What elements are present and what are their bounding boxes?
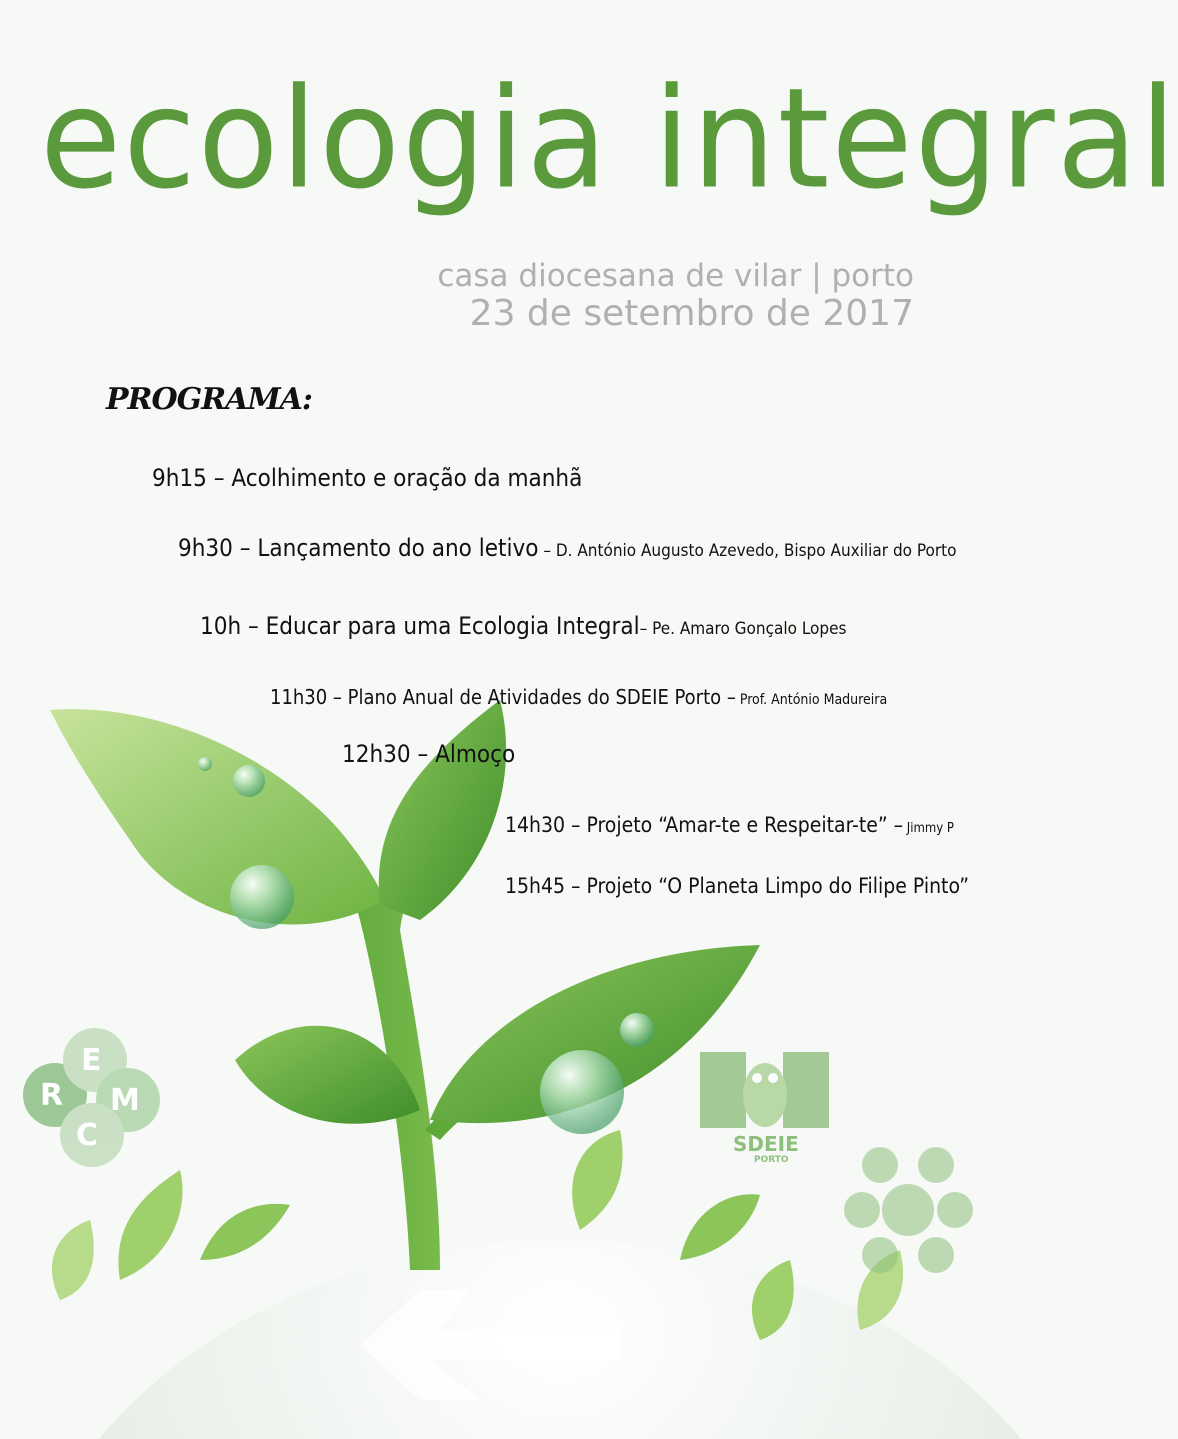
emrc-letter: M: [110, 1083, 140, 1118]
program-item: 12h30 – Almoço: [342, 740, 516, 768]
program-item: 15h45 – Projeto “O Planeta Limpo do Filipe Pinto”: [505, 874, 970, 898]
program-item: 9h15 – Acolhimento e oração da manhã: [152, 464, 583, 492]
sprout-left-1: [118, 1170, 182, 1280]
flower-seal-logo: [844, 1147, 973, 1273]
water-drop: [198, 757, 212, 771]
sdeie-city: PORTO: [754, 1155, 789, 1165]
leaf-big-left: [50, 709, 385, 924]
sprout-right-1: [572, 1130, 622, 1230]
venue-text: casa diocesana de vilar | porto: [437, 258, 914, 294]
date-text: 23 de setembro de 2017: [469, 293, 914, 334]
sprout-left-2: [52, 1220, 94, 1300]
program-item: 10h – Educar para uma Ecologia Integral– Pe. Amaro Gonçalo Lopes: [200, 612, 847, 640]
program-item: 14h30 – Projeto “Amar-te e Respeitar-te” – Jimmy P: [505, 813, 954, 837]
water-drop: [233, 765, 265, 797]
emrc-letter: E: [81, 1043, 102, 1078]
water-drop: [230, 865, 294, 929]
water-drop: [540, 1050, 624, 1134]
sdeie-logo: [700, 1052, 829, 1128]
sprout-left-3: [200, 1204, 290, 1260]
program-item: 9h30 – Lançamento do ano letivo – D. António Augusto Azevedo, Bispo Auxiliar do Porto: [178, 534, 957, 562]
water-drop: [620, 1013, 654, 1047]
emrc-letter: C: [76, 1118, 99, 1153]
sprout-right-2: [680, 1194, 760, 1260]
emrc-letter: R: [40, 1078, 64, 1113]
program-heading: PROGRAMA:: [106, 382, 313, 417]
leaf-top: [379, 700, 506, 920]
sdeie-name: SDEIE: [733, 1132, 799, 1156]
program-item: 11h30 – Plano Anual de Atividades do SDEIE Porto – Prof. António Madureira: [270, 685, 888, 709]
poster-title: ecologia integral: [40, 58, 1178, 221]
